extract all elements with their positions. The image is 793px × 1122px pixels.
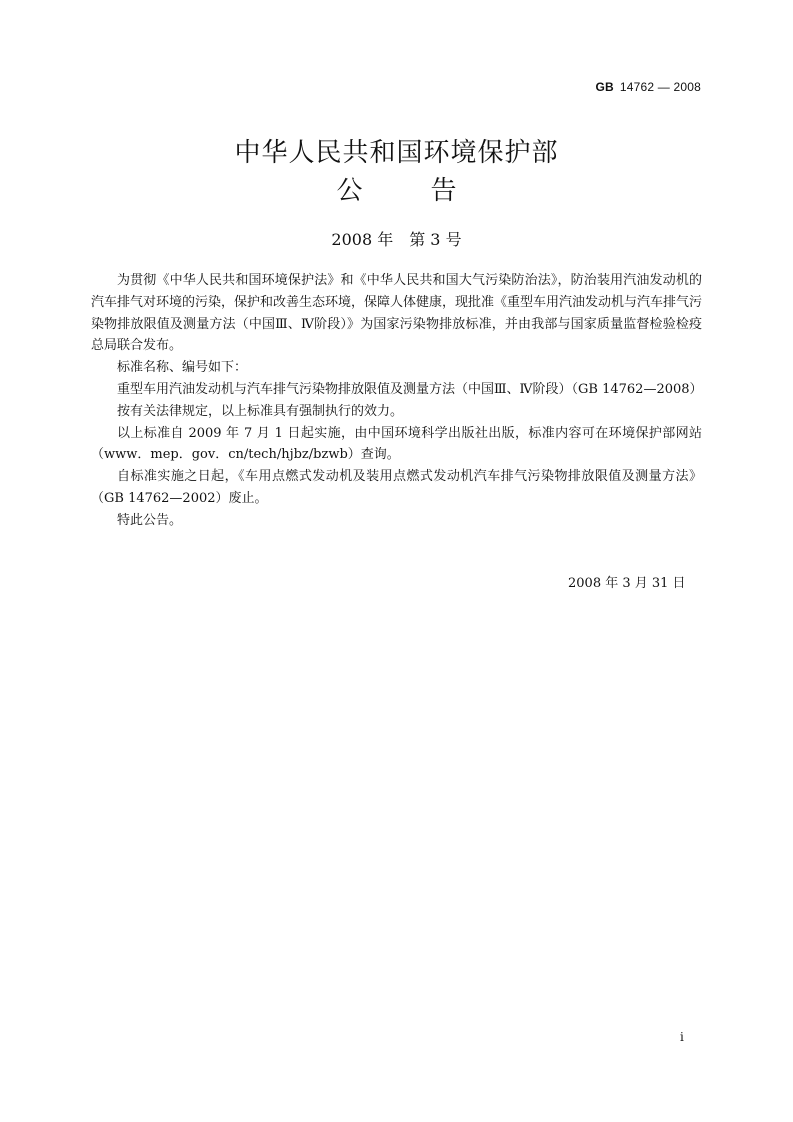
announcement-heading — [0, 170, 793, 207]
standard-prefix: GB — [595, 80, 614, 94]
paragraph-implementation: 以上标准自 2009 年 7 月 1 日起实施，由中国环境科学出版社出版，标准内容可在环境保护部网站（www．mep．gov．cn/tech/hjbz/bzwb）查询。 — [91, 425, 702, 463]
announcement-body — [91, 270, 702, 532]
announcement-heading-right: 告 — [430, 176, 457, 206]
paragraph-closing: 特此公告。 — [117, 512, 183, 528]
standard-number: 14762 — 2008 — [619, 80, 701, 94]
paragraph-standard-name: 重型车用汽油发动机与汽车排气污染物排放限值及测量方法（中国Ⅲ、Ⅳ阶段）（GB 14762—2008） — [117, 381, 703, 397]
paragraph-approval: 为贯彻《中华人民共和国环境保护法》和《中华人民共和国大气污染防治法》，防治装用汽油发动机的汽车排气对环境的污染，保护和改善生态环境，保障人体健康，现批准《重型车用汽油发动机与汽车排气污染物排放限值及测量方法（中国Ⅲ、Ⅳ阶段）》为国家污染物排放标准，并由我部与国家质量监督检验检疫总局联合发布。 — [91, 273, 703, 354]
standard-code — [595, 80, 701, 94]
paragraph-repeal: 自标准实施之日起，《车用点燃式发动机及装用点燃式发动机汽车排气污染物排放限值及测量方法》（GB 14762—2002）废止。 — [91, 469, 702, 506]
paragraph-standard-intro: 标准名称、编号如下： — [117, 360, 248, 376]
announcement-heading-left: 公 — [336, 176, 363, 206]
issue-number: 2008 年 第 3 号 — [331, 230, 462, 249]
ministry-title: 中华人民共和国环境保护部 — [234, 138, 559, 168]
paragraph-legal-effect: 按有关法律规定，以上标准具有强制执行的效力。 — [117, 403, 404, 419]
page-number: i — [680, 1030, 684, 1044]
announcement-date: 2008 年 3 月 31 日 — [568, 576, 686, 591]
